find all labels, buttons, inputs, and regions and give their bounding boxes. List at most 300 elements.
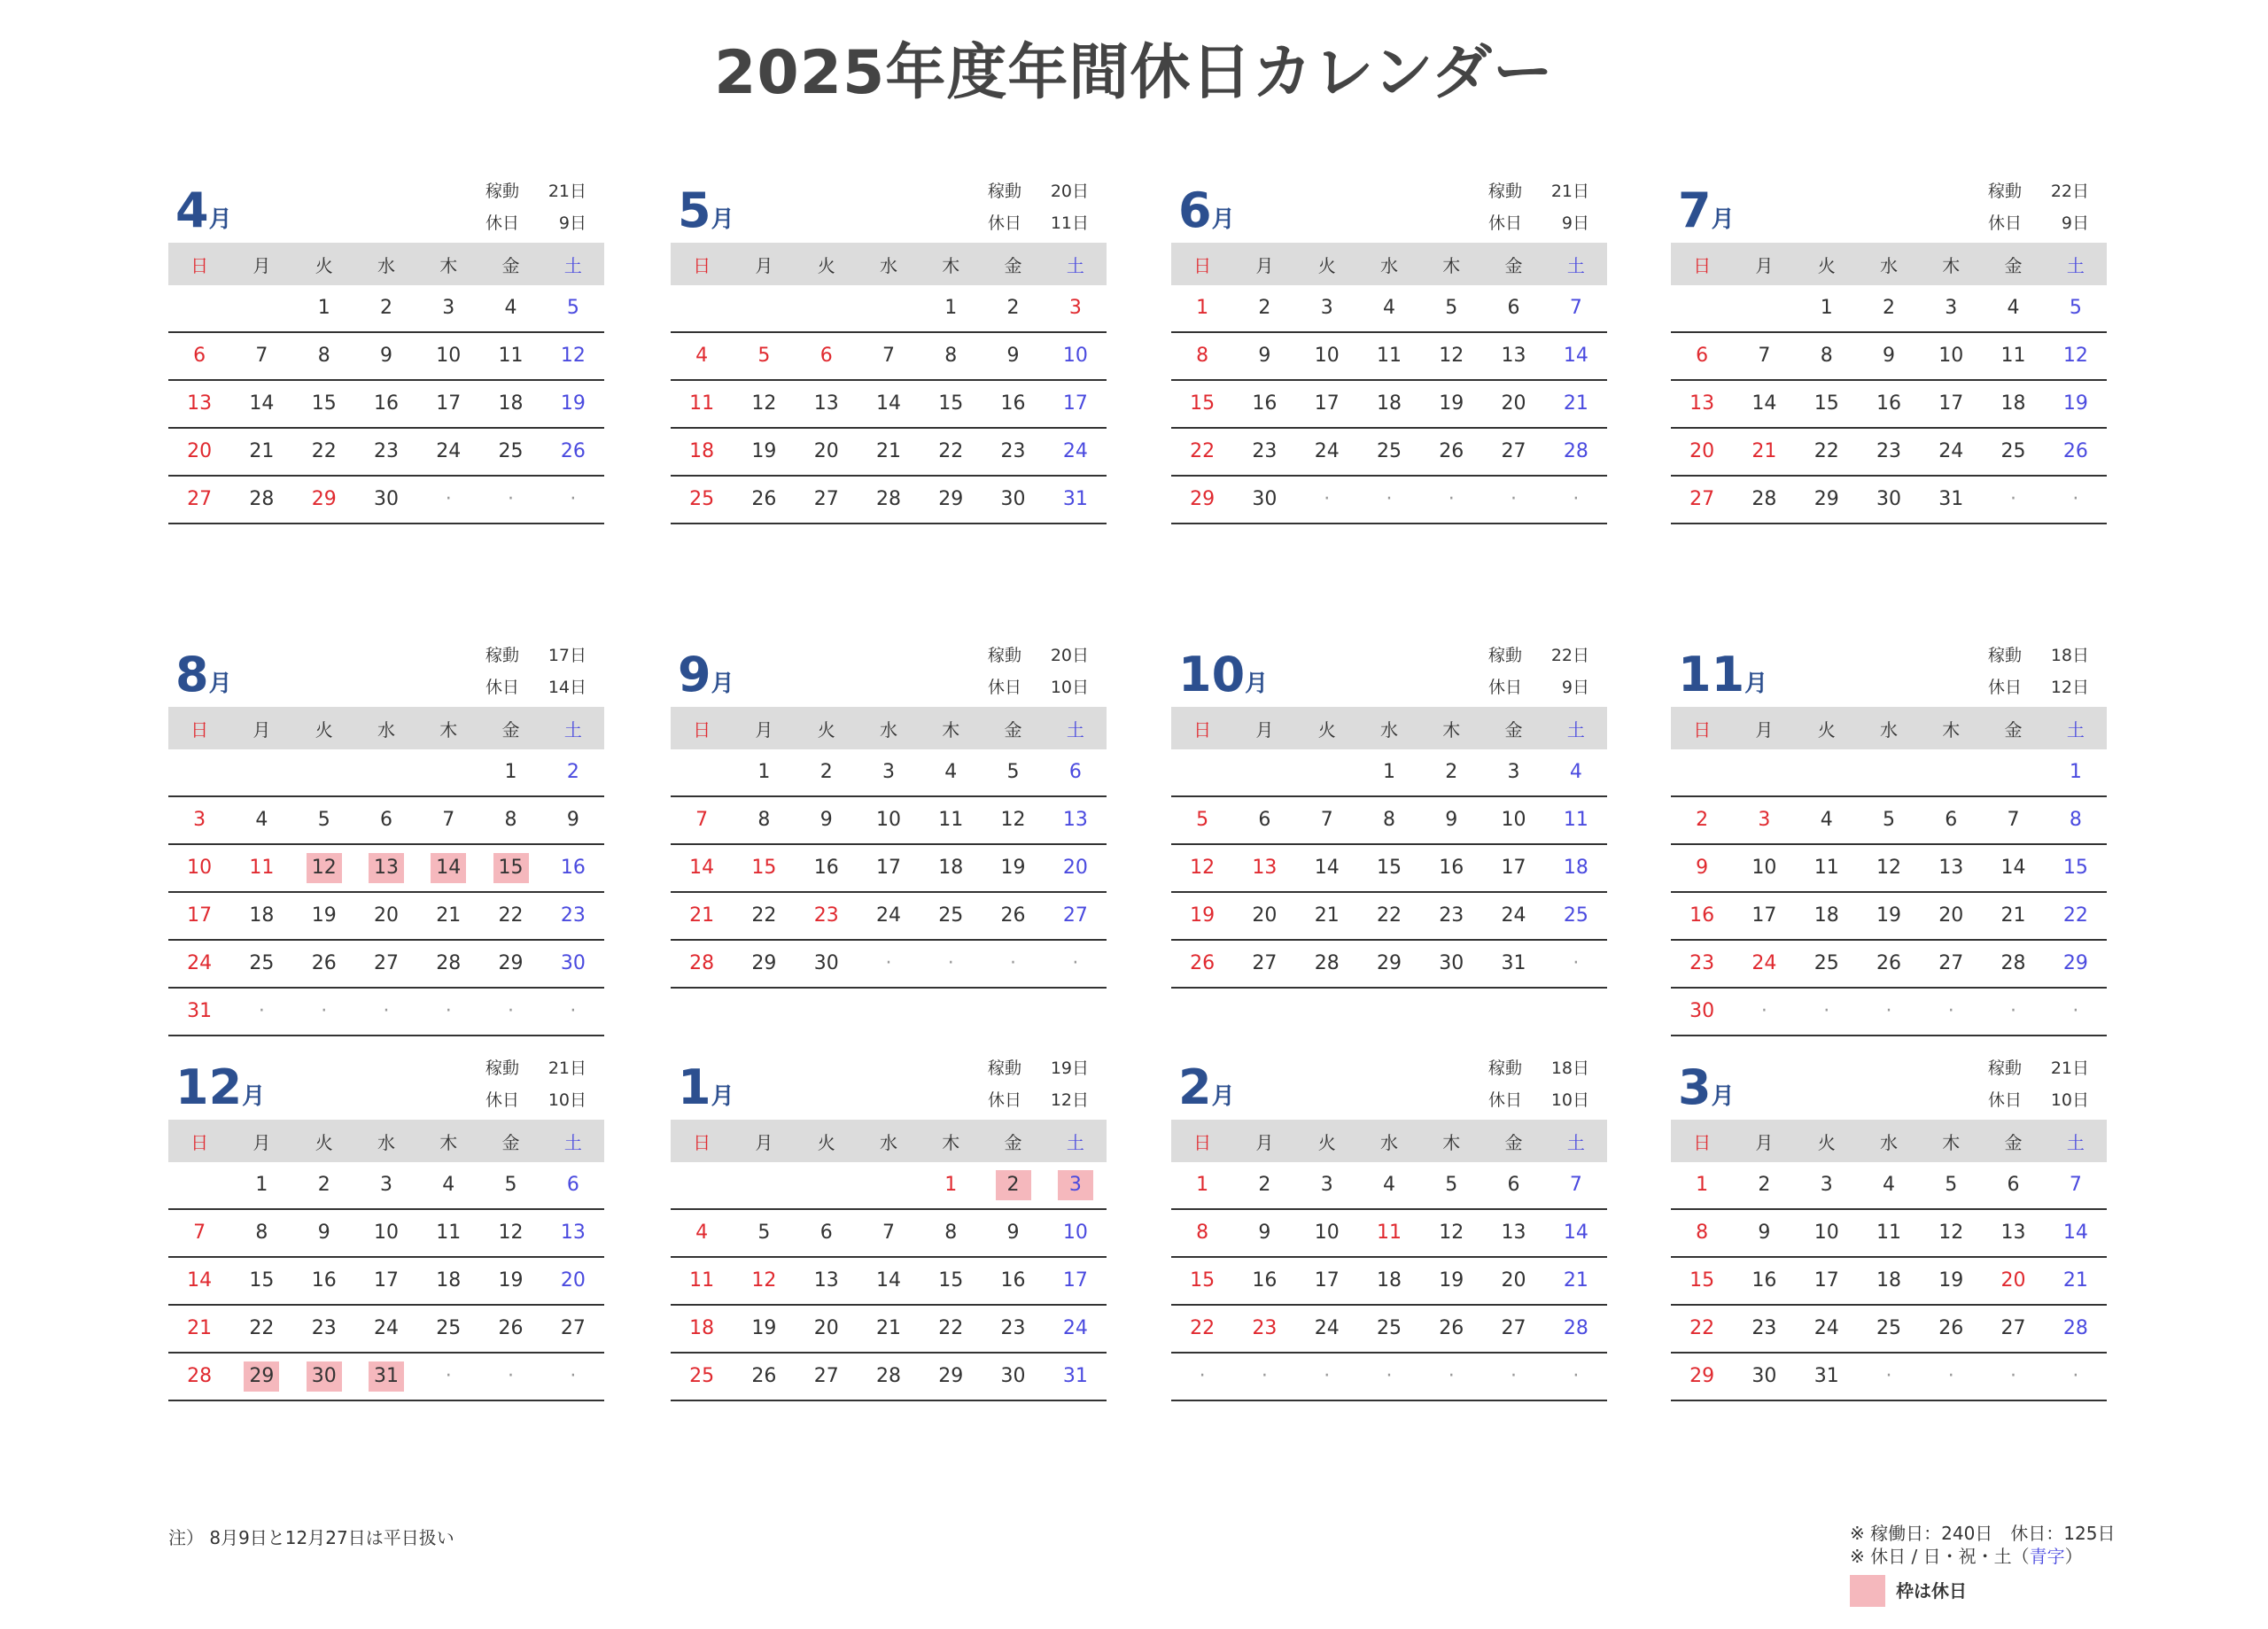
day-number: 4 bbox=[1882, 1174, 1895, 1196]
month-unit: 月 bbox=[208, 206, 232, 233]
day-cell bbox=[1796, 437, 1858, 467]
week-row bbox=[1671, 845, 2107, 893]
day-number: · bbox=[1448, 488, 1455, 510]
weekday-label: 月 bbox=[1255, 254, 1274, 276]
week-row bbox=[1671, 1306, 2107, 1354]
day-number: · bbox=[947, 952, 954, 974]
month-stats bbox=[485, 175, 586, 239]
day-number: 25 bbox=[689, 488, 715, 510]
day-number: 15 bbox=[2062, 857, 2088, 879]
day-cell bbox=[1233, 853, 1295, 883]
day-cell bbox=[796, 437, 858, 467]
day-number: 12 bbox=[1439, 1222, 1464, 1244]
day-number: 12 bbox=[498, 1222, 524, 1244]
month-stats bbox=[1488, 175, 1589, 239]
day-cell bbox=[542, 757, 604, 787]
month-unit: 月 bbox=[1211, 1083, 1235, 1110]
day-cell bbox=[1358, 341, 1420, 371]
weekday-label: 月 bbox=[252, 254, 271, 276]
day-cell bbox=[1982, 1314, 2044, 1344]
weekday-label: 日 bbox=[693, 1131, 711, 1153]
day-cell bbox=[293, 1361, 355, 1392]
day-number: 30 bbox=[373, 488, 399, 510]
month-calendar bbox=[1171, 1054, 1607, 1401]
day-cell bbox=[293, 1170, 355, 1200]
day-cell bbox=[920, 757, 982, 787]
week-row bbox=[1171, 429, 1607, 477]
week-row bbox=[168, 381, 604, 429]
weekday-label: 水 bbox=[1379, 718, 1398, 741]
off-days-row bbox=[1988, 207, 2089, 239]
day-number: · bbox=[1885, 1000, 1892, 1022]
day-number: 25 bbox=[1876, 1317, 1901, 1339]
day-cell bbox=[796, 805, 858, 835]
day-cell bbox=[1045, 1170, 1107, 1200]
filler-dot bbox=[542, 485, 604, 515]
legend-box-row bbox=[1850, 1575, 2115, 1607]
weekday-label: 木 bbox=[1442, 1131, 1461, 1153]
month-unit: 月 bbox=[1245, 671, 1269, 697]
day-number: 26 bbox=[1439, 440, 1464, 462]
weekday-label: 日 bbox=[1693, 1131, 1712, 1153]
week-row bbox=[671, 845, 1107, 893]
day-cell bbox=[1233, 437, 1295, 467]
day-number: 2 bbox=[1882, 297, 1895, 319]
weekday-label: 月 bbox=[1755, 1131, 1774, 1153]
day-number: 30 bbox=[307, 1361, 342, 1392]
day-cell bbox=[479, 341, 541, 371]
day-cell bbox=[796, 757, 858, 787]
day-number: 12 bbox=[1000, 809, 1026, 831]
day-number: 30 bbox=[1000, 488, 1026, 510]
weekday-label: 日 bbox=[1193, 1131, 1212, 1153]
day-number: 17 bbox=[373, 1269, 399, 1292]
day-cell bbox=[417, 293, 479, 323]
day-number: 3 bbox=[193, 809, 206, 831]
weekday-label: 木 bbox=[439, 254, 458, 276]
day-number: 10 bbox=[373, 1222, 399, 1244]
day-cell bbox=[1545, 341, 1607, 371]
month-stats bbox=[1988, 175, 2089, 239]
day-number: 13 bbox=[369, 853, 404, 883]
weekday-label: 土 bbox=[1566, 254, 1585, 276]
day-cell bbox=[1296, 805, 1358, 835]
day-cell bbox=[1171, 341, 1233, 371]
week-row bbox=[1671, 1258, 2107, 1306]
day-number: 31 bbox=[1501, 952, 1526, 974]
day-cell bbox=[1171, 1218, 1233, 1248]
day-cell bbox=[542, 1170, 604, 1200]
day-number: · bbox=[258, 1000, 265, 1022]
day-number: 26 bbox=[1190, 952, 1216, 974]
weekday-label: 月 bbox=[252, 1131, 271, 1153]
day-cell bbox=[1545, 389, 1607, 419]
day-cell bbox=[1420, 389, 1482, 419]
day-cell bbox=[1420, 1266, 1482, 1296]
day-cell bbox=[2045, 1170, 2107, 1200]
day-number: · bbox=[1324, 1365, 1331, 1387]
day-number: 23 bbox=[1252, 1317, 1278, 1339]
day-cell bbox=[293, 437, 355, 467]
day-cell bbox=[1858, 901, 1920, 931]
day-number: 24 bbox=[1814, 1317, 1839, 1339]
day-number: 26 bbox=[560, 440, 586, 462]
month-unit: 月 bbox=[1211, 206, 1235, 233]
day-cell bbox=[417, 1314, 479, 1344]
day-cell bbox=[1545, 1314, 1607, 1344]
day-cell bbox=[1796, 853, 1858, 883]
off-days-value: 9日 bbox=[558, 213, 586, 233]
day-number: 6 bbox=[1945, 809, 1958, 831]
day-cell bbox=[1358, 1170, 1420, 1200]
weekday-label: 木 bbox=[1442, 718, 1461, 741]
month-header bbox=[168, 1054, 604, 1120]
day-cell bbox=[858, 1218, 920, 1248]
day-number: 2 bbox=[379, 297, 392, 319]
day-cell bbox=[230, 341, 292, 371]
week-row bbox=[671, 941, 1107, 989]
weekday-header bbox=[671, 1120, 1107, 1162]
day-number: 3 bbox=[1758, 809, 1771, 831]
day-cell bbox=[733, 853, 795, 883]
month-title bbox=[175, 647, 232, 702]
week-row bbox=[1171, 1210, 1607, 1258]
off-days-label: 休日 bbox=[1988, 1090, 2023, 1110]
day-number: 18 bbox=[1876, 1269, 1901, 1292]
day-cell bbox=[542, 853, 604, 883]
week-row bbox=[1171, 1162, 1607, 1210]
month-stats bbox=[1988, 1052, 2089, 1116]
day-number: 25 bbox=[436, 1317, 462, 1339]
day-cell bbox=[1982, 341, 2044, 371]
week-row bbox=[168, 893, 604, 941]
day-cell bbox=[1045, 1266, 1107, 1296]
week-row bbox=[671, 893, 1107, 941]
day-cell bbox=[542, 949, 604, 979]
day-number: 6 bbox=[193, 345, 206, 367]
weekday-label: 水 bbox=[377, 254, 395, 276]
filler-dot bbox=[1545, 1361, 1607, 1392]
weekday-label: 日 bbox=[693, 718, 711, 741]
day-number: 20 bbox=[1252, 904, 1278, 927]
legend-holiday-rule bbox=[1850, 1545, 2115, 1568]
day-cell bbox=[1671, 901, 1733, 931]
day-cell bbox=[1171, 1314, 1233, 1344]
day-number: 26 bbox=[1876, 952, 1901, 974]
day-cell bbox=[1296, 853, 1358, 883]
day-number: 21 bbox=[1563, 1269, 1588, 1292]
day-number: 12 bbox=[1876, 857, 1901, 879]
day-cell bbox=[1920, 805, 1982, 835]
day-cell bbox=[542, 1314, 604, 1344]
day-number: 2 bbox=[1006, 297, 1020, 319]
day-number: 22 bbox=[311, 440, 337, 462]
day-number: 17 bbox=[1062, 392, 1088, 415]
day-number: 20 bbox=[187, 440, 213, 462]
day-cell bbox=[671, 389, 733, 419]
day-number: 22 bbox=[2062, 904, 2088, 927]
day-number: 18 bbox=[498, 392, 524, 415]
filler-dot bbox=[1796, 997, 1858, 1027]
filler-dot bbox=[1545, 485, 1607, 515]
weekday-header bbox=[1171, 243, 1607, 285]
day-number: 19 bbox=[498, 1269, 524, 1292]
work-days-value: 22日 bbox=[2050, 182, 2089, 201]
day-number: 17 bbox=[1751, 904, 1777, 927]
work-days-row bbox=[1988, 640, 2089, 671]
day-cell bbox=[293, 485, 355, 515]
off-days-label: 休日 bbox=[988, 678, 1022, 697]
day-number: 8 bbox=[1196, 345, 1209, 367]
day-number: 26 bbox=[2062, 440, 2088, 462]
day-cell bbox=[1671, 1361, 1733, 1392]
day-number: 8 bbox=[1382, 809, 1395, 831]
day-number: 6 bbox=[819, 1222, 833, 1244]
day-cell bbox=[1482, 949, 1544, 979]
day-number: 9 bbox=[1696, 857, 1709, 879]
day-cell bbox=[355, 949, 417, 979]
day-number: 4 bbox=[1569, 761, 1582, 783]
weekday-label: 月 bbox=[755, 718, 773, 741]
day-number: · bbox=[885, 952, 892, 974]
day-cell bbox=[417, 437, 479, 467]
day-number: 15 bbox=[493, 853, 529, 883]
day-cell bbox=[1045, 389, 1107, 419]
day-number: 1 bbox=[1196, 1174, 1209, 1196]
day-cell bbox=[230, 1170, 292, 1200]
footnote: 注） 8月9日と12月27日は平日扱い bbox=[168, 1527, 454, 1548]
day-number: 17 bbox=[1938, 392, 1964, 415]
week-row bbox=[168, 749, 604, 797]
day-number: 27 bbox=[1062, 904, 1088, 927]
day-number: 9 bbox=[1258, 1222, 1271, 1244]
filler-dot bbox=[1045, 949, 1107, 979]
day-cell bbox=[168, 949, 230, 979]
day-cell bbox=[479, 389, 541, 419]
day-number: 29 bbox=[498, 952, 524, 974]
month-title bbox=[1178, 647, 1268, 702]
day-cell bbox=[168, 1266, 230, 1296]
work-days-row bbox=[485, 175, 586, 207]
off-days-value: 10日 bbox=[2050, 1090, 2089, 1110]
day-number: 18 bbox=[1376, 392, 1402, 415]
weekday-label: 金 bbox=[1504, 718, 1523, 741]
week-row bbox=[1671, 381, 2107, 429]
off-days-label: 休日 bbox=[485, 678, 520, 697]
week-row bbox=[1671, 285, 2107, 333]
day-number: 3 bbox=[1945, 297, 1958, 319]
weekday-label: 金 bbox=[501, 254, 520, 276]
work-days-row bbox=[988, 640, 1089, 671]
month-header bbox=[1171, 1054, 1607, 1120]
day-cell bbox=[542, 389, 604, 419]
day-cell bbox=[542, 901, 604, 931]
day-cell bbox=[796, 1218, 858, 1248]
day-cell bbox=[1296, 293, 1358, 323]
day-cell bbox=[1733, 437, 1795, 467]
day-cell bbox=[1045, 1218, 1107, 1248]
day-number: 11 bbox=[2000, 345, 2026, 367]
day-number: 14 bbox=[187, 1269, 213, 1292]
day-cell bbox=[1796, 293, 1858, 323]
week-row bbox=[1671, 893, 2107, 941]
day-cell bbox=[1982, 1266, 2044, 1296]
weekday-label: 土 bbox=[1066, 254, 1084, 276]
day-number: 18 bbox=[2000, 392, 2026, 415]
day-cell bbox=[982, 1314, 1044, 1344]
day-cell bbox=[1233, 389, 1295, 419]
day-number: 8 bbox=[2069, 809, 2082, 831]
month-number: 12 bbox=[175, 1059, 243, 1115]
week-row bbox=[1671, 941, 2107, 989]
day-number: 28 bbox=[1314, 952, 1340, 974]
day-cell bbox=[293, 1266, 355, 1296]
month-title bbox=[1678, 1059, 1735, 1115]
week-row bbox=[671, 477, 1107, 524]
work-days-value: 21日 bbox=[548, 182, 586, 201]
day-cell bbox=[920, 1314, 982, 1344]
month-unit: 月 bbox=[1711, 1083, 1735, 1110]
day-number: 4 bbox=[504, 297, 517, 319]
day-cell bbox=[1482, 805, 1544, 835]
filler-dot bbox=[417, 485, 479, 515]
day-number: 20 bbox=[1501, 1269, 1526, 1292]
page-title: 2025年度年間休日カレンダー bbox=[714, 38, 1554, 108]
day-number: · bbox=[1072, 952, 1079, 974]
day-cell bbox=[1045, 485, 1107, 515]
weekday-label: 火 bbox=[1317, 254, 1336, 276]
day-cell bbox=[1671, 805, 1733, 835]
weekday-label: 金 bbox=[2004, 1131, 2023, 1153]
day-cell bbox=[1171, 901, 1233, 931]
day-number: 15 bbox=[938, 1269, 964, 1292]
month-calendar bbox=[168, 1054, 604, 1401]
work-days-value: 20日 bbox=[1050, 646, 1089, 665]
month-stats bbox=[1988, 640, 2089, 703]
work-days-value: 21日 bbox=[1550, 182, 1589, 201]
day-number: 29 bbox=[938, 488, 964, 510]
day-number: 1 bbox=[317, 297, 330, 319]
day-cell bbox=[1171, 389, 1233, 419]
day-cell bbox=[417, 853, 479, 883]
day-cell bbox=[1296, 389, 1358, 419]
day-cell bbox=[293, 949, 355, 979]
day-number: 3 bbox=[1820, 1174, 1833, 1196]
weekday-label: 木 bbox=[1942, 718, 1961, 741]
day-cell bbox=[355, 1314, 417, 1344]
day-number: 7 bbox=[882, 1222, 895, 1244]
day-cell bbox=[168, 485, 230, 515]
week-row bbox=[671, 749, 1107, 797]
day-number: 5 bbox=[317, 809, 330, 831]
day-number: 1 bbox=[1696, 1174, 1709, 1196]
weekday-label: 金 bbox=[2004, 254, 2023, 276]
weekday-label: 土 bbox=[2066, 1131, 2085, 1153]
day-number: · bbox=[1573, 488, 1580, 510]
day-cell bbox=[293, 1314, 355, 1344]
day-cell bbox=[1296, 341, 1358, 371]
day-number: 24 bbox=[1751, 952, 1777, 974]
day-number: 20 bbox=[1501, 392, 1526, 415]
month-title bbox=[1678, 647, 1767, 702]
day-cell bbox=[982, 293, 1044, 323]
day-cell bbox=[920, 293, 982, 323]
weekday-label: 日 bbox=[1693, 718, 1712, 741]
day-number: 25 bbox=[249, 952, 275, 974]
day-number: 13 bbox=[813, 1269, 839, 1292]
day-cell bbox=[858, 901, 920, 931]
month-header bbox=[671, 1054, 1107, 1120]
day-cell bbox=[293, 389, 355, 419]
day-cell bbox=[671, 805, 733, 835]
day-number: 7 bbox=[2069, 1174, 2082, 1196]
weekday-label: 日 bbox=[693, 254, 711, 276]
day-number: 13 bbox=[1938, 857, 1964, 879]
day-cell bbox=[1296, 1314, 1358, 1344]
day-cell bbox=[796, 901, 858, 931]
day-number: · bbox=[570, 1365, 577, 1387]
weekday-label: 月 bbox=[1255, 1131, 1274, 1153]
day-number: 19 bbox=[1938, 1269, 1964, 1292]
day-number: 24 bbox=[1501, 904, 1526, 927]
day-cell bbox=[733, 389, 795, 419]
day-number: 28 bbox=[1563, 1317, 1588, 1339]
day-number: · bbox=[1573, 1365, 1580, 1387]
day-number: 11 bbox=[938, 809, 964, 831]
month-unit: 月 bbox=[711, 671, 734, 697]
day-number: 10 bbox=[1814, 1222, 1839, 1244]
week-row bbox=[671, 1258, 1107, 1306]
off-days-label: 休日 bbox=[1488, 213, 1523, 233]
off-days-row bbox=[1988, 671, 2089, 703]
day-number: 24 bbox=[875, 904, 901, 927]
day-number: 12 bbox=[307, 853, 342, 883]
day-cell bbox=[796, 389, 858, 419]
day-cell bbox=[168, 805, 230, 835]
weekday-label: 金 bbox=[501, 1131, 520, 1153]
off-days-label: 休日 bbox=[1488, 1090, 1523, 1110]
day-cell bbox=[230, 389, 292, 419]
day-cell bbox=[1733, 1361, 1795, 1392]
day-number: 18 bbox=[1814, 904, 1839, 927]
weekday-label: 土 bbox=[563, 254, 582, 276]
day-cell bbox=[1920, 389, 1982, 419]
week-row bbox=[671, 333, 1107, 381]
day-number: 19 bbox=[1190, 904, 1216, 927]
day-cell bbox=[1671, 1218, 1733, 1248]
filler-dot bbox=[1420, 1361, 1482, 1392]
week-row bbox=[1671, 333, 2107, 381]
month-unit: 月 bbox=[1744, 671, 1768, 697]
day-cell bbox=[920, 1266, 982, 1296]
weekday-label: 土 bbox=[2066, 718, 2085, 741]
day-number: 5 bbox=[1006, 761, 1020, 783]
day-number: 23 bbox=[1000, 1317, 1026, 1339]
month-number: 10 bbox=[1178, 647, 1246, 702]
day-number: 7 bbox=[695, 809, 709, 831]
day-cell bbox=[479, 1170, 541, 1200]
off-days-row bbox=[485, 1084, 586, 1116]
day-number: 11 bbox=[436, 1222, 462, 1244]
day-number: 16 bbox=[1000, 1269, 1026, 1292]
month-title bbox=[678, 647, 734, 702]
day-cell bbox=[1233, 1218, 1295, 1248]
day-number: 5 bbox=[1445, 297, 1458, 319]
day-cell bbox=[1733, 485, 1795, 515]
day-number: 4 bbox=[442, 1174, 455, 1196]
month-header bbox=[671, 641, 1107, 707]
day-cell bbox=[2045, 1266, 2107, 1296]
